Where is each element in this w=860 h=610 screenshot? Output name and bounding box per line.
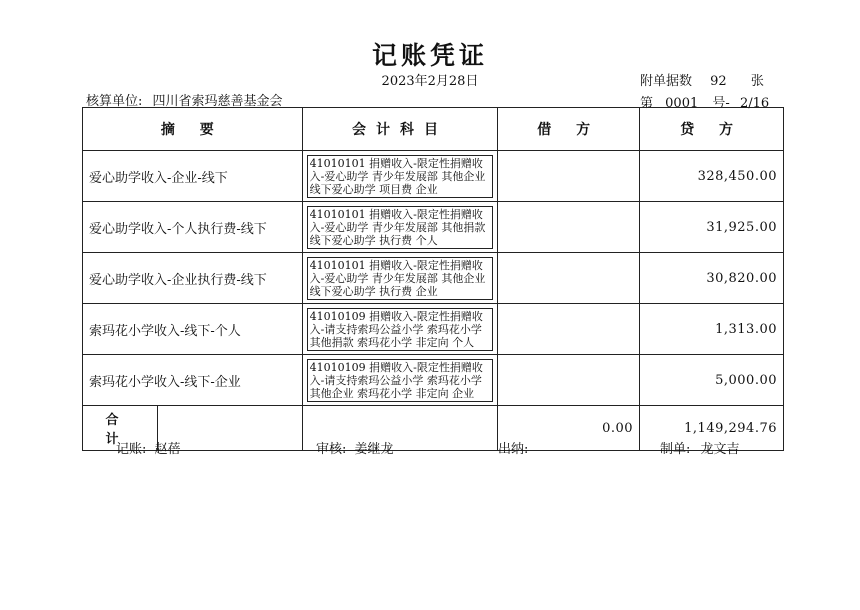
total-label: 合 计 [83, 406, 158, 450]
cashier-label: 出纳: [498, 442, 529, 457]
accounting-unit-value: 四川省索玛慈善基金会 [152, 94, 283, 109]
attachment-unit: 张 [750, 74, 764, 89]
row-account [302, 253, 498, 304]
row-debit [498, 355, 640, 406]
voucher-title: 记账凭证 [371, 41, 488, 70]
row-account [302, 151, 498, 202]
header-credit: 贷 方 [640, 108, 784, 151]
row-account [302, 304, 498, 355]
footer-cashier [498, 438, 532, 457]
table-row [83, 202, 784, 253]
voucher-no: 0001 [665, 96, 699, 111]
row-account [302, 202, 498, 253]
row-debit [498, 253, 640, 304]
footer-bookkeeper [116, 438, 181, 457]
row-credit: 5,000.00 [640, 355, 784, 406]
row-debit [498, 151, 640, 202]
table-row [83, 151, 784, 202]
row-account-text: 41010109 捐赠收入-限定性捐赠收入-请支持索玛公益小学 索玛花小学 其他企业 索玛花小学 非定向 企业 [307, 359, 494, 402]
preparer-label: 制单: [660, 442, 691, 457]
voucher-prefix: 第 [640, 96, 654, 111]
row-account-text: 41010101 捐赠收入-限定性捐赠收入-爱心助学 青少年发展部 其他企业 线下爱心助学 执行费 企业 [307, 257, 494, 300]
row-debit [498, 304, 640, 355]
voucher-page: 2/16 [739, 96, 770, 111]
preparer-name: 龙文吉 [700, 442, 740, 457]
row-debit [498, 202, 640, 253]
table-header-row [83, 108, 784, 151]
header-summary: 摘 要 [83, 108, 303, 151]
row-account [302, 355, 498, 406]
reviewer-label: 审核: [316, 442, 347, 457]
bookkeeper-label: 记账: [116, 442, 147, 457]
row-account-text: 41010101 捐赠收入-限定性捐赠收入-爱心助学 青少年发展部 其他捐款 线下爱心助学 执行费 个人 [307, 206, 494, 249]
total-credit: 1,149,294.76 [640, 406, 784, 451]
row-summary: 爱心助学收入-企业执行费-线下 [83, 253, 303, 304]
table-row [83, 304, 784, 355]
header-account: 会计科目 [302, 108, 498, 151]
row-summary: 爱心助学收入-个人执行费-线下 [83, 202, 303, 253]
voucher-mid: 号- [712, 96, 730, 111]
row-summary: 索玛花小学收入-线下-个人 [83, 304, 303, 355]
row-summary: 爱心助学收入-企业-线下 [83, 151, 303, 202]
attachment-label: 附单据数 [640, 74, 693, 89]
total-debit: 0.00 [498, 406, 640, 451]
row-credit: 328,450.00 [640, 151, 784, 202]
row-credit: 1,313.00 [640, 304, 784, 355]
table-row [83, 253, 784, 304]
footer-reviewer [316, 438, 394, 457]
header-debit: 借 方 [498, 108, 640, 151]
voucher-table [82, 107, 784, 451]
footer-preparer [660, 438, 740, 457]
attachment-number: 92 [710, 74, 727, 89]
row-account-text: 41010101 捐赠收入-限定性捐赠收入-爱心助学 青少年发展部 其他企业 线下爱心助学 项目费 企业 [307, 155, 494, 198]
row-account-text: 41010109 捐赠收入-限定性捐赠收入-请支持索玛公益小学 索玛花小学 其他捐款 索玛花小学 非定向 个人 [307, 308, 494, 351]
table-row [83, 355, 784, 406]
bookkeeper-name: 赵蓓 [154, 442, 181, 457]
accounting-unit-label: 核算单位: [86, 94, 143, 109]
row-summary: 索玛花小学收入-线下-企业 [83, 355, 303, 406]
row-credit: 30,820.00 [640, 253, 784, 304]
row-credit: 31,925.00 [640, 202, 784, 253]
attachment-count [640, 70, 785, 89]
reviewer-name: 姜继龙 [354, 442, 394, 457]
voucher-date: 2023年2月28日 [381, 74, 479, 89]
